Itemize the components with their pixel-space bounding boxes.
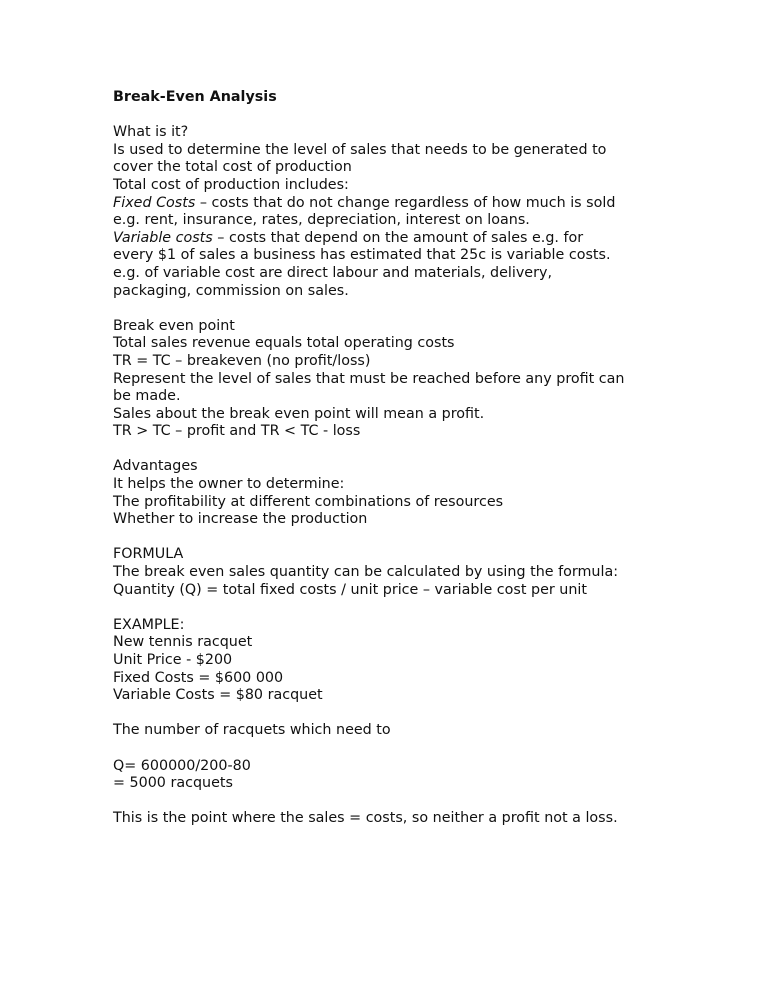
text-line: Variable Costs = $80 racquet [113, 687, 323, 704]
text-line: Sales about the break even point will mean a profit. [113, 405, 485, 422]
text-line: TR > TC – profit and TR < TC - loss [113, 423, 361, 440]
text-line: Whether to increase the production [113, 511, 368, 528]
section-what-is-it [113, 124, 733, 300]
text-line: Total cost of production includes: [113, 176, 349, 193]
text-line: Unit Price - $200 [113, 652, 233, 668]
section-break-even-point [113, 318, 733, 441]
section-example [113, 617, 733, 705]
conclusion-line: This is the point where the sales = costs, so neither a profit not a loss. [113, 810, 618, 827]
section-heading: FORMULA [113, 546, 184, 563]
section-number [113, 722, 733, 740]
text-line: e.g. of variable cost are direct labour and materials, delivery, [113, 264, 552, 281]
section-conclusion [113, 810, 733, 828]
section-advantages [113, 458, 733, 528]
text-line: e.g. rent, insurance, rates, depreciation, interest on loans. [113, 212, 530, 229]
variable-costs-definition: – costs that depend on the amount of sales e.g. for [212, 229, 584, 246]
text-line: The number of racquets which need to [113, 722, 391, 739]
text-line: The profitability at different combinations of resources [113, 493, 504, 510]
fixed-costs-line [113, 195, 733, 213]
section-formula [113, 546, 733, 599]
section-calculation [113, 758, 733, 793]
text-line: packaging, commission on sales. [113, 282, 349, 299]
text-line: Total sales revenue equals total operating costs [113, 335, 455, 352]
text-line: New tennis racquet [113, 634, 253, 651]
variable-costs-line [113, 230, 733, 248]
section-heading: Break even point [113, 317, 235, 334]
fixed-costs-term: Fixed Costs [113, 194, 196, 211]
document-title: Break-Even Analysis [113, 89, 277, 105]
calculation-line: Q= 600000/200-80 [113, 757, 251, 774]
text-line: be made. [113, 388, 181, 405]
document-page [113, 89, 733, 846]
formula-line: Quantity (Q) = total fixed costs / unit price – variable cost per unit [113, 581, 587, 598]
text-line: Is used to determine the level of sales that needs to be generated to [113, 141, 607, 158]
section-heading: EXAMPLE: [113, 616, 185, 633]
section-heading: What is it? [113, 124, 189, 141]
variable-costs-term: Variable costs [113, 229, 213, 246]
text-line: Represent the level of sales that must be reached before any profit can [113, 370, 625, 387]
text-line: TR = TC – breakeven (no profit/loss) [113, 352, 371, 369]
text-line: every $1 of sales a business has estimated that 25c is variable costs. [113, 247, 611, 264]
text-line: Fixed Costs = $600 000 [113, 669, 284, 686]
text-line: It helps the owner to determine: [113, 476, 345, 493]
section-heading: Advantages [113, 458, 198, 475]
calculation-result: = 5000 racquets [113, 775, 233, 792]
text-line: The break even sales quantity can be calculated by using the formula: [113, 564, 619, 581]
fixed-costs-definition: – costs that do not change regardless of how much is sold [195, 194, 616, 211]
text-line: cover the total cost of production [113, 159, 352, 176]
